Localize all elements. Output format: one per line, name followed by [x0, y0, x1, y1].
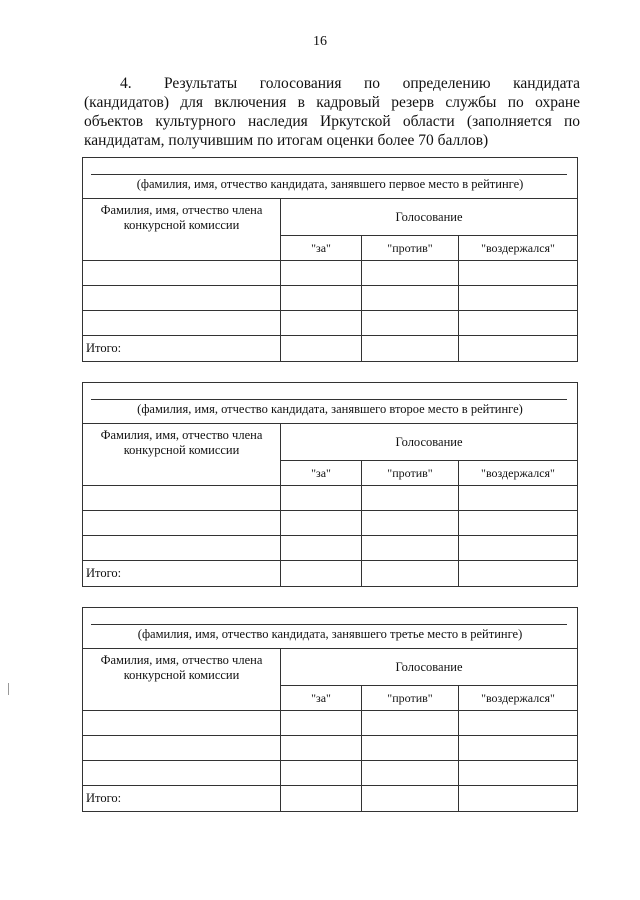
- member-name-cell[interactable]: [83, 711, 281, 736]
- total-label: Итого:: [83, 786, 281, 812]
- table-row: [83, 711, 578, 736]
- page-number: 16: [313, 34, 327, 49]
- vote-for-cell[interactable]: [281, 736, 362, 761]
- member-name-cell[interactable]: [83, 286, 281, 311]
- voting-table-second-place: [82, 382, 578, 587]
- option-against-header: "против": [362, 461, 459, 486]
- candidate-caption: (фамилия, имя, отчество кандидата, занявшего первое место в рейтинге): [136, 177, 524, 191]
- total-label: Итого:: [83, 561, 281, 587]
- option-abstain-header: "воздержался": [459, 461, 578, 486]
- candidate-caption: (фамилия, имя, отчество кандидата, занявшего третье место в рейтинге): [137, 627, 523, 641]
- option-for-header: "за": [281, 461, 362, 486]
- member-name-cell[interactable]: [83, 261, 281, 286]
- member-name-cell[interactable]: [83, 536, 281, 561]
- option-against-header: "против": [362, 686, 459, 711]
- vote-abstain-cell[interactable]: [459, 761, 578, 786]
- vote-for-cell[interactable]: [281, 261, 362, 286]
- option-abstain-header: "воздержался": [459, 236, 578, 261]
- total-against-cell[interactable]: [362, 336, 459, 362]
- vote-abstain-cell[interactable]: [459, 511, 578, 536]
- candidate-caption: (фамилия, имя, отчество кандидата, занявшего второе место в рейтинге): [137, 402, 523, 416]
- vote-for-cell[interactable]: [281, 286, 362, 311]
- total-against-cell[interactable]: [362, 561, 459, 587]
- total-for-cell[interactable]: [281, 336, 362, 362]
- candidate-name-cell[interactable]: [83, 158, 578, 199]
- table-row: [83, 511, 578, 536]
- total-row: [83, 561, 578, 587]
- vote-against-cell[interactable]: [362, 311, 459, 336]
- table-row: [83, 261, 578, 286]
- member-name-header: Фамилия, имя, отчество члена конкурсной комиссии: [83, 424, 281, 486]
- member-name-cell[interactable]: [83, 761, 281, 786]
- vote-abstain-cell[interactable]: [459, 486, 578, 511]
- table-row: [83, 761, 578, 786]
- section-number: 4.: [120, 75, 132, 92]
- total-abstain-cell[interactable]: [459, 561, 578, 587]
- vote-against-cell[interactable]: [362, 286, 459, 311]
- vote-against-cell[interactable]: [362, 511, 459, 536]
- section-heading: [84, 74, 580, 150]
- vote-abstain-cell[interactable]: [459, 736, 578, 761]
- voting-table-third-place: [82, 607, 578, 812]
- table-row: [83, 486, 578, 511]
- vote-for-cell[interactable]: [281, 711, 362, 736]
- vote-against-cell[interactable]: [362, 261, 459, 286]
- total-label: Итого:: [83, 336, 281, 362]
- vote-abstain-cell[interactable]: [459, 536, 578, 561]
- vote-against-cell[interactable]: [362, 486, 459, 511]
- option-against-header: "против": [362, 236, 459, 261]
- table-row: [83, 536, 578, 561]
- margin-mark: [8, 683, 9, 695]
- member-name-header: Фамилия, имя, отчество члена конкурсной комиссии: [83, 649, 281, 711]
- vote-abstain-cell[interactable]: [459, 286, 578, 311]
- total-for-cell[interactable]: [281, 786, 362, 812]
- option-for-header: "за": [281, 686, 362, 711]
- section-heading-text: Результаты голосования по определению кандидата (кандидатов) для включения в кадровый резерв службы по охране объектов культурного наследия Иркутской области (заполняется по кандидатам, получившим по итогам оценки более 70 баллов): [84, 75, 580, 149]
- member-name-header: Фамилия, имя, отчество члена конкурсной комиссии: [83, 199, 281, 261]
- voting-table-first-place: [82, 157, 578, 362]
- vote-abstain-cell[interactable]: [459, 711, 578, 736]
- vote-for-cell[interactable]: [281, 311, 362, 336]
- vote-against-cell[interactable]: [362, 711, 459, 736]
- option-abstain-header: "воздержался": [459, 686, 578, 711]
- option-for-header: "за": [281, 236, 362, 261]
- table-row: [83, 736, 578, 761]
- vote-against-cell[interactable]: [362, 536, 459, 561]
- total-for-cell[interactable]: [281, 561, 362, 587]
- member-name-cell[interactable]: [83, 486, 281, 511]
- total-row: [83, 336, 578, 362]
- table-row: [83, 311, 578, 336]
- vote-for-cell[interactable]: [281, 486, 362, 511]
- vote-for-cell[interactable]: [281, 536, 362, 561]
- voting-header: Голосование: [281, 424, 578, 461]
- member-name-cell[interactable]: [83, 736, 281, 761]
- voting-header: Голосование: [281, 199, 578, 236]
- vote-for-cell[interactable]: [281, 511, 362, 536]
- member-name-cell[interactable]: [83, 511, 281, 536]
- vote-abstain-cell[interactable]: [459, 311, 578, 336]
- candidate-name-cell[interactable]: [83, 383, 578, 424]
- candidate-name-cell[interactable]: [83, 608, 578, 649]
- vote-abstain-cell[interactable]: [459, 261, 578, 286]
- member-name-cell[interactable]: [83, 311, 281, 336]
- table-row: [83, 286, 578, 311]
- total-row: [83, 786, 578, 812]
- vote-against-cell[interactable]: [362, 736, 459, 761]
- total-abstain-cell[interactable]: [459, 336, 578, 362]
- voting-header: Голосование: [281, 649, 578, 686]
- vote-for-cell[interactable]: [281, 761, 362, 786]
- vote-against-cell[interactable]: [362, 761, 459, 786]
- total-abstain-cell[interactable]: [459, 786, 578, 812]
- total-against-cell[interactable]: [362, 786, 459, 812]
